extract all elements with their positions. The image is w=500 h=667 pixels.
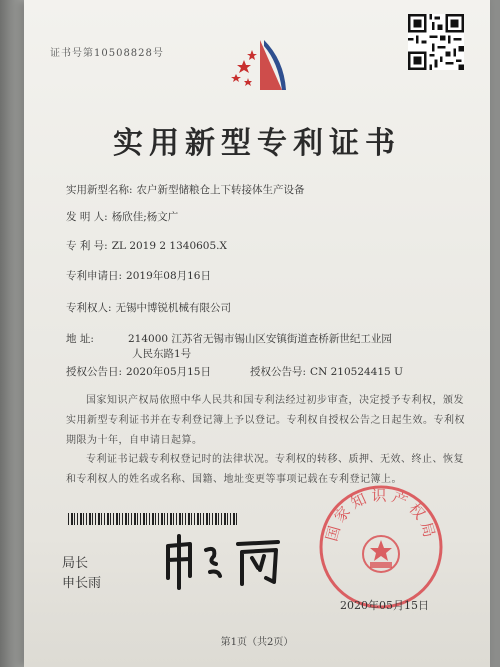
field-label: 专利申请日: xyxy=(66,270,123,282)
field-inventor xyxy=(66,209,178,224)
patent-office-logo xyxy=(226,30,296,100)
field-label: 专 利 号: xyxy=(66,240,108,252)
field-value: 人民东路1号 xyxy=(132,348,192,360)
scan-background-edge xyxy=(0,0,24,667)
official-seal xyxy=(316,482,446,612)
field-utility-model-name xyxy=(66,182,305,197)
field-address xyxy=(66,331,392,346)
seal-text: 国家知识产权局 xyxy=(322,486,440,544)
field-label: 专利权人: xyxy=(66,302,112,314)
field-label: 实用新型名称: xyxy=(66,184,133,196)
field-value: 农户新型储粮仓上下转接体生产设备 xyxy=(136,184,305,196)
field-value: 无锡中博锐机械有限公司 xyxy=(115,302,232,314)
field-value: 2020年05月15日 xyxy=(126,366,211,378)
field-application-date xyxy=(66,268,211,283)
field-value: ZL 2019 2 1340605.X xyxy=(111,240,227,252)
field-label: 地 址: xyxy=(66,333,94,345)
qr-code xyxy=(408,14,464,70)
field-value: CN 210524415 U xyxy=(310,366,403,378)
body-paragraph-1: 国家知识产权局依照中华人民共和国专利法经过初步审查，决定授予专利权，颁发实用新型专利证书并在专利登记簿上予以登记。专利权自授权公告之日起生效。专利权期限为十年，自申请日起算。 xyxy=(66,395,465,446)
body-paragraph-2: 专利证书记载专利权登记时的法律状况。专利权的转移、质押、无效、终止、恢复和专利权人的姓名或名称、国籍、地址变更等事项记载在专利登记簿上。 xyxy=(66,454,464,485)
svg-text:国家知识产权局 xyxy=(323,487,440,543)
field-patent-number xyxy=(66,238,227,253)
director-name: 申长雨 xyxy=(62,576,102,591)
seal-date: 2020年05月15日 xyxy=(340,599,429,612)
field-value: 214000 江苏省无锡市锡山区安镇街道查桥新世纪工业园 xyxy=(128,333,392,345)
barcode xyxy=(68,513,238,525)
director-signature xyxy=(160,532,290,592)
certificate-number: 证书号第10508828号 xyxy=(50,48,164,59)
field-address-line2 xyxy=(128,346,191,361)
field-patentee xyxy=(66,300,231,315)
field-value: 2019年08月16日 xyxy=(126,270,211,282)
field-label: 发 明 人: xyxy=(66,211,108,223)
page-footer: 第1页（共2页） xyxy=(220,637,294,648)
field-value: 杨欣佳;杨文广 xyxy=(111,211,179,223)
certificate-page xyxy=(24,0,490,667)
director-title: 局长 xyxy=(62,556,89,571)
field-grant-number xyxy=(250,364,403,379)
field-grant-date xyxy=(66,364,211,379)
field-label: 授权公告号: xyxy=(250,366,307,378)
certificate-title: 实用新型专利证书 xyxy=(113,126,401,161)
field-label: 授权公告日: xyxy=(66,366,123,378)
